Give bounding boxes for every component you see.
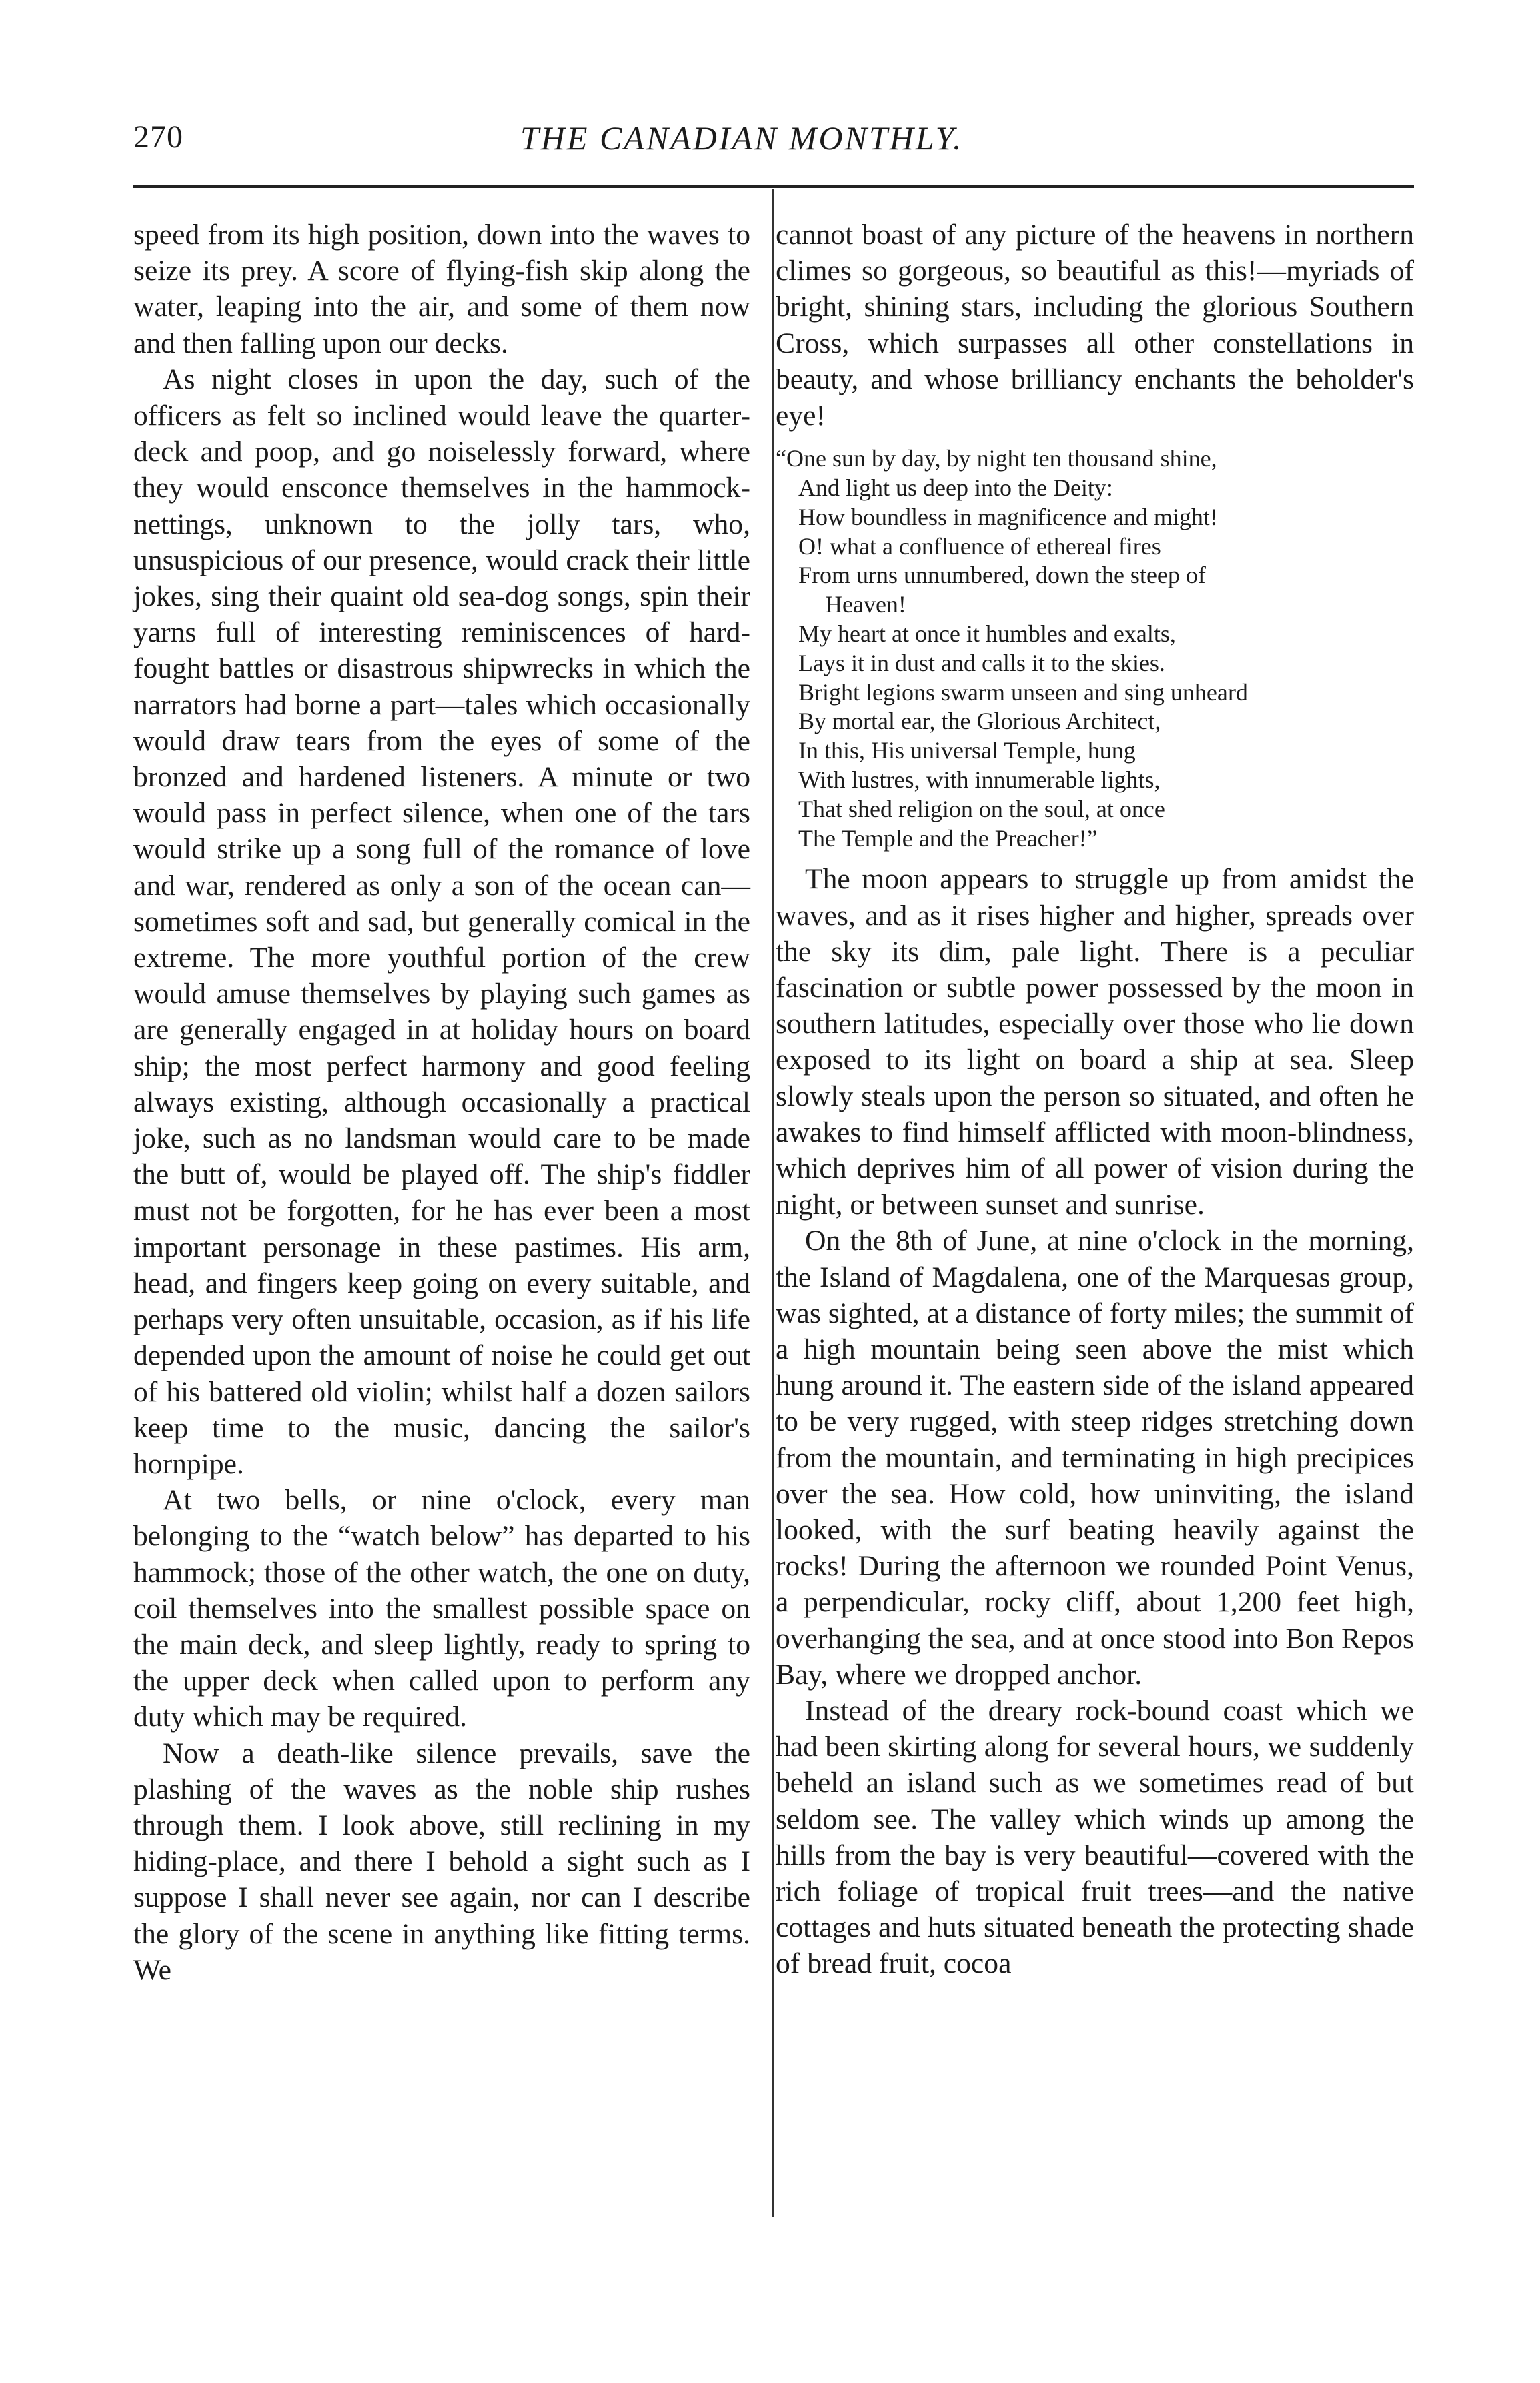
paragraph: On the 8th of June, at nine o'clock in the morning, the Island of Magdalena, one of the Marquesas group, was sighted, at a distance of forty miles; the summit of a high mountain being seen above the mist which hung around it. The eastern side of the island appeared to be very rugged, with steep ridges stretching down from the mountain, and terminating in high precipices over the sea. How cold, how uninviting, the island looked, with the surf beating heavily against the rocks! During the afternoon we rounded Point Venus, a perpendicular, rocky cliff, about 1,200 feet high, overhanging the sea, and at once stood into Bon Repos Bay, where we dropped anchor. xyxy=(776,1225,1414,1691)
poem-line: Lays it in dust and calls it to the skies. xyxy=(798,649,1165,676)
poem-line: And light us deep into the Deity: xyxy=(798,474,1113,502)
paragraph: At two bells, or nine o'clock, every man belonging to the “watch below” has departed to his hammock; those of the other watch, the one on duty, coil themselves into the smallest possible space on the main deck, and sleep lightly, ready to spring to the upper deck when called upon to perform any duty which may be required. xyxy=(133,1484,750,1733)
poem-line: O! what a confluence of ethereal fires xyxy=(798,532,1161,560)
paragraph: Now a death-like silence prevails, save the plashing of the waves as the noble ship rushes through them. I look above, still reclining in my hiding-place, and there I behold a sight such as I suppose I shall never see again, nor can I describe the glory of the scene in anything like fitting terms. We xyxy=(133,1737,750,1986)
quoted-poem xyxy=(776,444,1414,853)
poem-line: In this, His universal Temple, hung xyxy=(798,737,1136,764)
paragraph: The moon appears to struggle up from amidst the waves, and as it rises higher and higher, spreads over the sky its dim, pale light. There is a peculiar fascination or subtle power possessed by the moon in southern latitudes, especially over those who lie down exposed to its light on board a ship at sea. Sleep slowly steals upon the person so situated, and often he awakes to find himself afflicted with moon-blindness, which deprives him of all power of vision during the night, or between sunset and sunrise. xyxy=(776,863,1414,1221)
poem-line: From urns unnumbered, down the steep of xyxy=(798,562,1206,589)
poem-line: Bright legions swarm unseen and sing unheard xyxy=(798,678,1248,706)
page-number: 270 xyxy=(133,119,183,155)
poem-line: By mortal ear, the Glorious Architect, xyxy=(798,708,1161,735)
poem-line: With lustres, with innumerable lights, xyxy=(798,766,1161,793)
poem-line: The Temple and the Preacher!” xyxy=(798,824,1098,852)
running-title: THE CANADIAN MONTHLY. xyxy=(520,119,964,157)
poem-line: That shed religion on the soul, at once xyxy=(798,795,1165,822)
paragraph: Instead of the dreary rock-bound coast which we had been skirting along for several hours, we suddenly beheld an island such as we sometimes read of but seldom see. The valley which winds up among the hills from the bay is very beautiful—covered with the rich foliage of tropical fruit trees—and the native cottages and huts situated beneath the protecting shade of bread fruit, cocoa xyxy=(776,1695,1414,1980)
right-column xyxy=(776,217,1414,1982)
paragraph: As night closes in upon the day, such of the officers as felt so inclined would leave the quarter-deck and poop, and go noiselessly forward, where they would ensconce themselves in the hammock-nettings, unknown to the jolly tars, who, unsuspicious of our presence, would crack their little jokes, sing their quaint old sea-dog songs, spin their yarns full of interesting reminiscences of hard-fought battles or disastrous shipwrecks in which the narrators had borne a part—tales which occasionally would draw tears from the eyes of some of the bronzed and hardened listeners. A minute or two would pass in perfect silence, when one of the tars would strike up a song full of the romance of love and war, rendered as only a son of the ocean can—sometimes soft and sad, but generally comical in the extreme. The more youthful portion of the crew would amuse themselves by playing such games as are generally engaged in at holiday hours on board ship; the most perfect harmony and good feeling always existing, although occasionally a practical joke, such as no landsman would care to be made the butt of, would be played off. The ship's fiddler must not be forgotten, for he has ever been a most important personage in these pastimes. His arm, head, and fingers keep going on every suitable, and perhaps very often unsuitable, occasion, as if his life depended upon the amount of noise he could get out of his battered old violin; whilst half a dozen sailors keep time to the music, dancing the sailor's hornpipe. xyxy=(133,363,750,1480)
poem-line: How boundless in magnificence and might! xyxy=(798,503,1218,530)
poem-line: My heart at once it humbles and exalts, xyxy=(798,620,1176,647)
left-column xyxy=(133,217,750,1988)
poem-line: Heaven! xyxy=(825,591,906,618)
paragraph: speed from its high position, down into the waves to seize its prey. A score of flying-fish skip along the water, leaping into the air, and some of them now and then falling upon our decks. xyxy=(133,219,750,359)
page-header xyxy=(133,119,1414,172)
header-rule xyxy=(133,185,1414,188)
column-divider xyxy=(772,189,774,2217)
poem-line: “One sun by day, by night ten thousand shine, xyxy=(776,445,1217,472)
paragraph: cannot boast of any picture of the heavens in northern climes so gorgeous, so beautiful as this!—myriads of bright, shining stars, including the glorious Southern Cross, which surpasses all other constellations in beauty, and whose brilliancy enchants the beholder's eye! xyxy=(776,219,1414,432)
